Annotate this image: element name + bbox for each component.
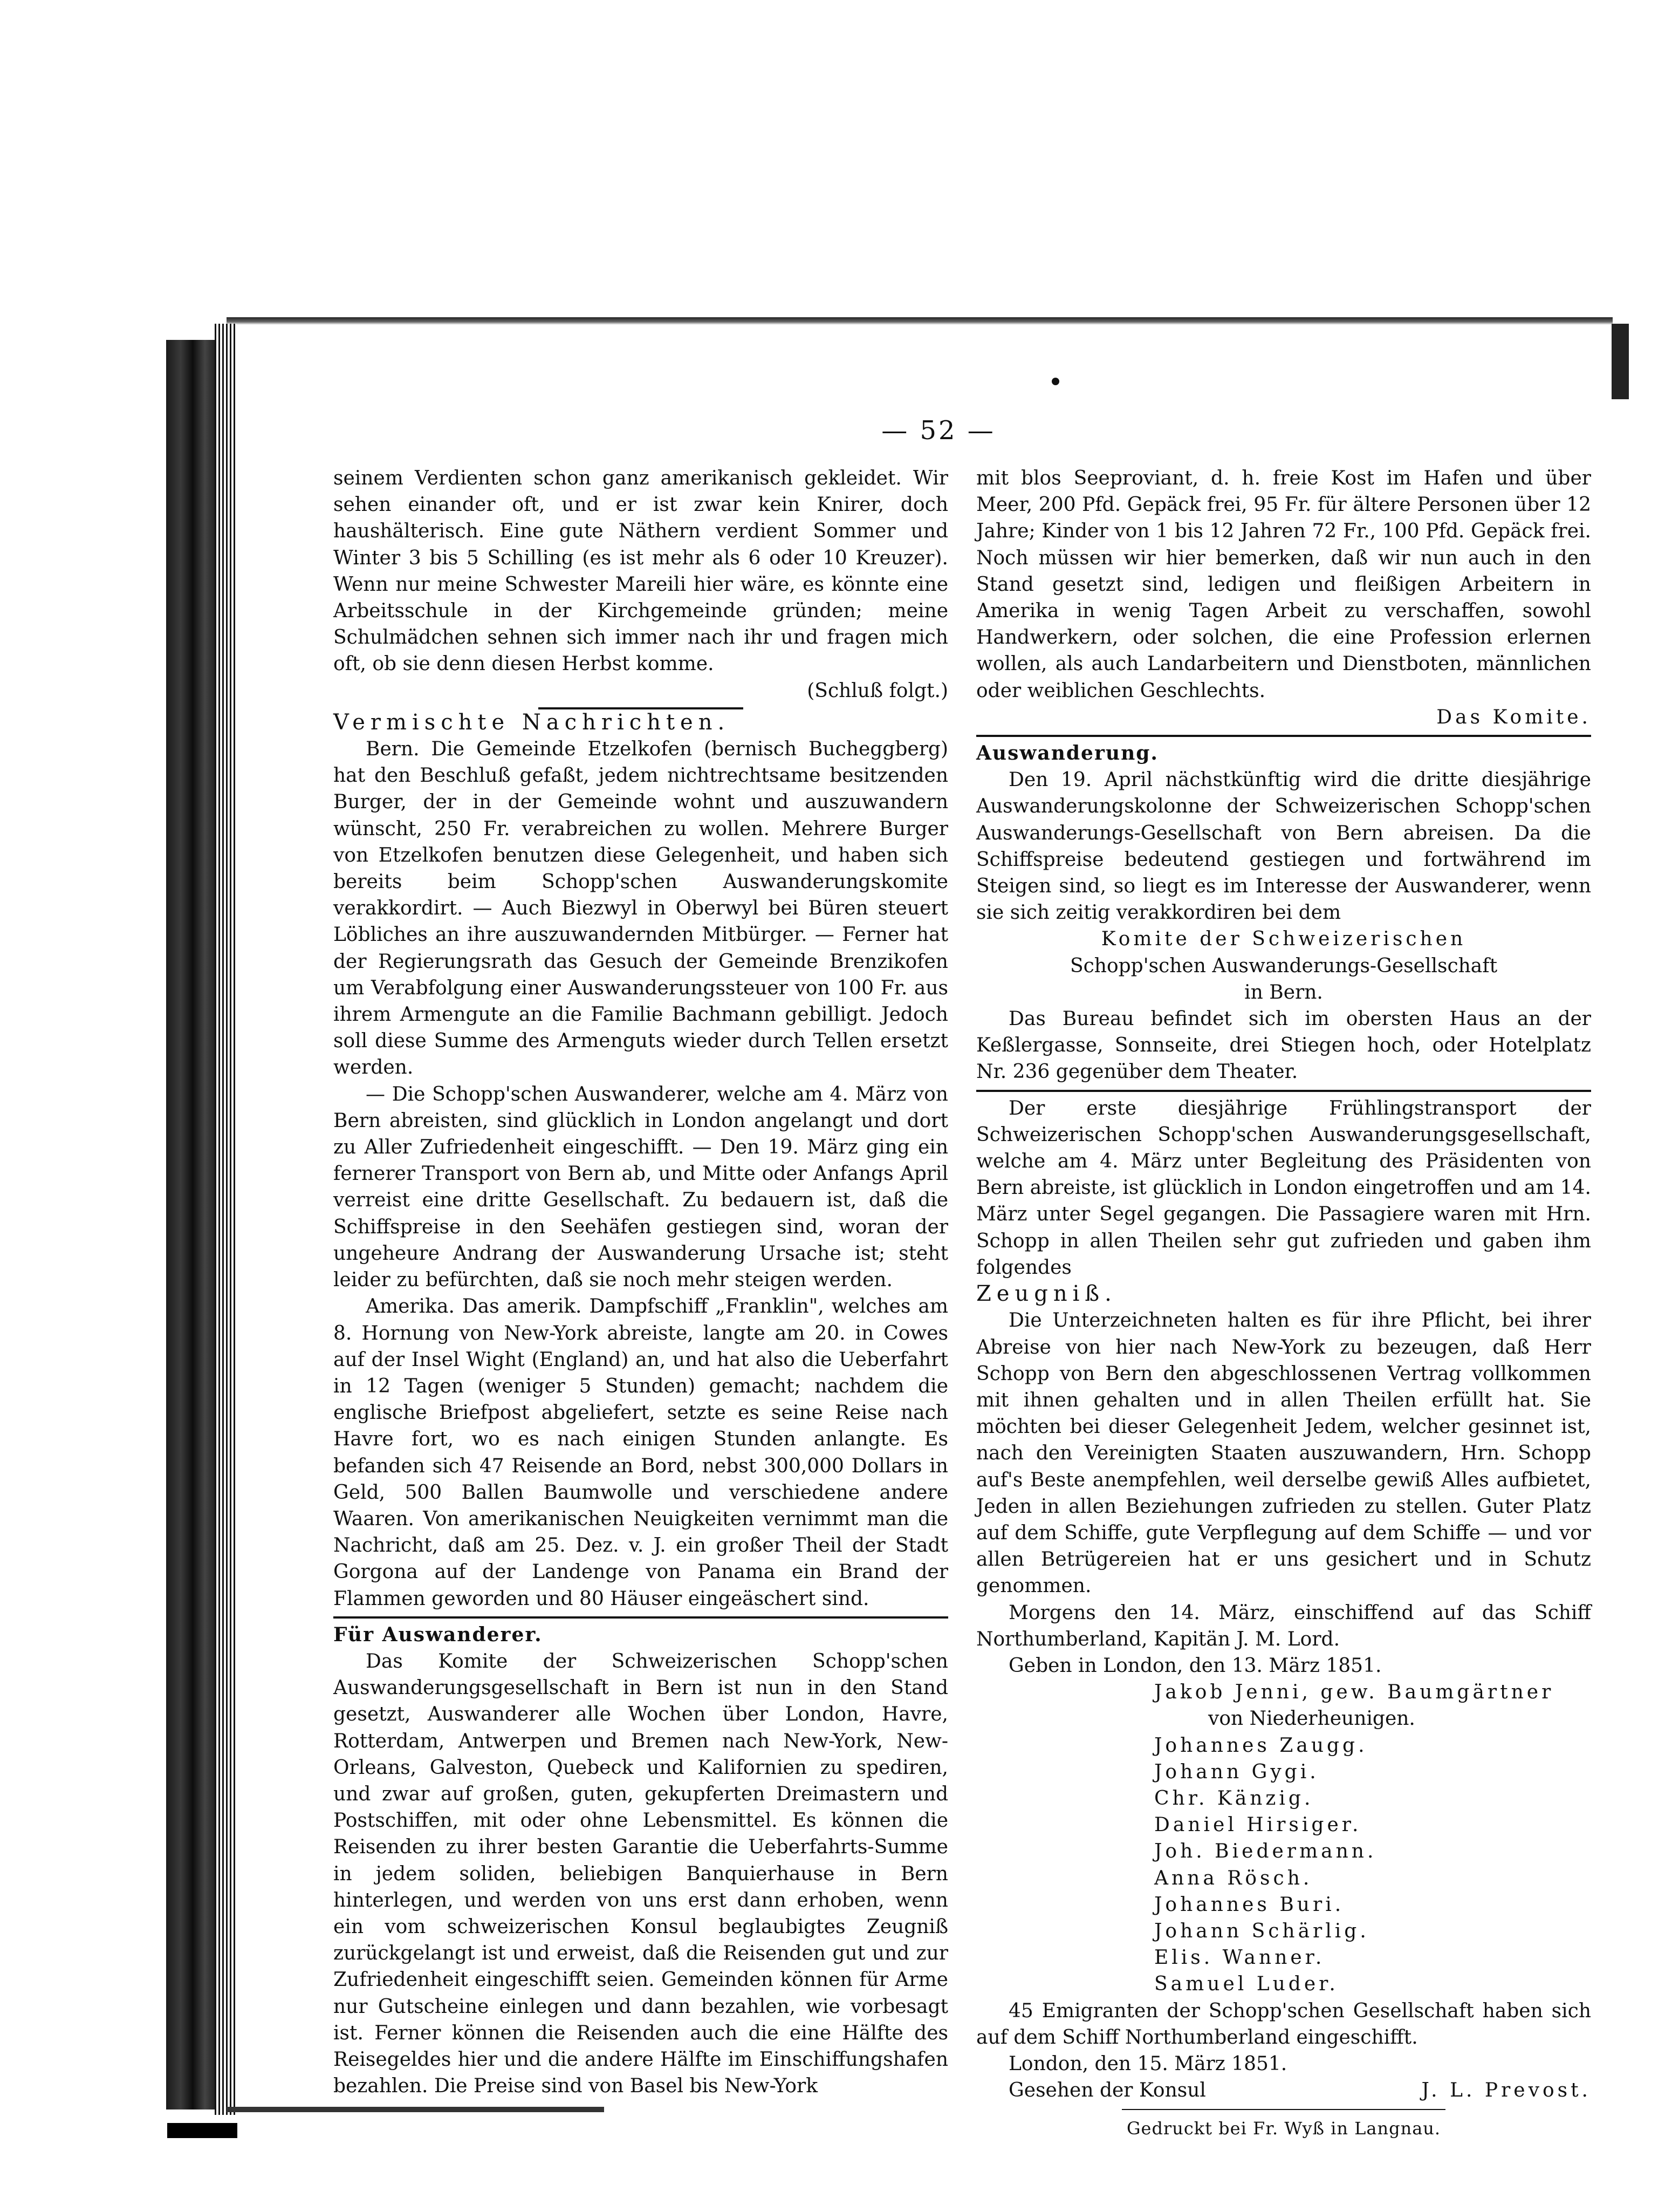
news-amerika: Amerika. Das amerik. Dampfschiff „Franklin", welches am 8. Hornung von New-York abreiste, langte am 20. in Cowes auf der Insel Wight (England) an, und hat also die Ueberfahrt in 12 Tagen (weniger 5 Stunden) gemacht; nachdem die englische Briefpost abgeliefert, setzte es seine Reise nach Havre fort, wo es nach einigen Stunden anlangte. Es befanden sich 47 Reisende an Bord, nebst 300,000 Dollars in Geld, 500 Ballen Baumwolle und verschiedene andere Waaren. Von amerikanischen Neuigkeiten vernimmt man die Nachricht, daß am 25. Dez. v. J. ein großer Theil der Stadt Gorgona auf der Landenge von Panama ein Brand der Flammen geworden und 80 Häuser eingeäschert sind. [333, 1295, 948, 1610]
section-rule [976, 735, 1591, 737]
komite-line-1: Komite der Schweizerischen [1101, 928, 1467, 951]
signatory: Johann Schärlig. [1154, 1920, 1369, 1942]
signatory: Johann Gygi. [1154, 1760, 1319, 1783]
konsul-label: Gesehen der Konsul [1009, 2079, 1206, 2102]
section-rule [333, 1616, 948, 1619]
signatory: Daniel Hirsiger. [1154, 1814, 1362, 1836]
signatory: Chr. Känzig. [1154, 1787, 1314, 1810]
right-column [976, 465, 1591, 2142]
page-top-edge [227, 317, 1613, 325]
signatory: Anna Rösch. [1154, 1867, 1313, 1889]
zeugnis-place: Morgens den 14. März, einschiffend auf das Schiff Northumberland, Kapitän J. M. Lord. [976, 1601, 1591, 1650]
signatory: Elis. Wanner. [1154, 1947, 1325, 1969]
page-bottom-edge [227, 2107, 604, 2112]
page-number: — 52 — [881, 415, 996, 446]
zeugnis-heading: Zeugniß. [976, 1281, 1117, 1307]
news-bern: Bern. Die Gemeinde Etzelkofen (bernisch Bucheggberg) hat den Beschluß gefaßt, jedem nichtrechtsame besitzenden Burger, der in der Gemeinde wohnt und auszuwandern wünscht, 250 Fr. verabreichen zu wollen. Mehrere Burger von Etzelkofen benutzen diese Gelegenheit, und haben sich bereits beim Schopp'schen Auswanderungskomite verakkordirt. — Auch Biezwyl in Oberwyl bei Büren steuert Löbliches an ihre auszuwandernden Mitbürger. — Ferner hat der Regierungsrath das Gesuch der Gemeinde Brenzikofen um Verabfolgung einer Auswanderungssteuer von 100 Fr. aus ihrem Armengute an die Familie Bachmann gebilligt. Jedoch soll diese Summe des Armenguts wieder durch Tellen ersetzt werden. [333, 738, 948, 1079]
emigranten-note: 45 Emigranten der Schopp'schen Gesellschaft haben sich auf dem Schiff Northumberland eingeschifft. [976, 1999, 1591, 2049]
section-rule [976, 1090, 1591, 1092]
komite-signature: Das Komite. [1436, 706, 1591, 728]
printer-imprint: Gedruckt bei Fr. Wyß in Langnau. [1126, 2118, 1441, 2139]
signatory: Jakob Jenni, gew. Baumgärtner [1154, 1681, 1554, 1704]
fuer-auswanderer-heading: Für Auswanderer. [333, 1623, 543, 1646]
london-date: London, den 15. März 1851. [1009, 2052, 1287, 2075]
ink-dot [1052, 378, 1059, 385]
signatory: von Niederheunigen. [1208, 1708, 1415, 1730]
signatory: Johannes Zaugg. [1154, 1734, 1368, 1757]
continuation-note: (Schluß folgt.) [807, 679, 948, 702]
konsul-name: J. L. Prevost. [1421, 2079, 1591, 2102]
auswanderung-heading: Auswanderung. [976, 742, 1159, 765]
zeugnis-given: Geben in London, den 13. März 1851. [1009, 1654, 1382, 1677]
komite-line-3: in Bern. [1244, 981, 1323, 1003]
signatory: Johannes Buri. [1154, 1893, 1345, 1916]
fruehlingstransport-text: Der erste diesjährige Frühlingstransport der Schweizerischen Schopp'schen Auswanderungsgesellschaft, welche am 4. März unter Begleitung des Präsidenten von Bern abreiste, ist glücklich in London eingetroffen und am 14. März unter Segel gegangen. Die Passagiere waren mit Hrn. Schopp in allen Theilen sehr gut zufrieden und gaben ihm folgendes [976, 1097, 1591, 1279]
signatory: Samuel Luder. [1154, 1973, 1339, 1996]
letter-ending: seinem Verdienten schon ganz amerikanisch gekleidet. Wir sehen einander oft, und er ist zwar kein Knirer, doch haushälterisch. Eine gute Näthern verdient Sommer und Winter 3 bis 5 Schilling (es ist mehr als 6 oder 10 Kreuzer). Wenn nur meine Schwester Mareili hier wäre, es könnte eine Arbeitsschule in der Kirchgemeinde gründen; meine Schulmädchen sehnen sich immer nach ihr und fragen mich oft, ob sie denn diesen Herbst komme. [333, 467, 948, 675]
fuer-auswanderer-text: Das Komite der Schweizerischen Schopp'schen Auswanderungsgesellschaft in Bern ist nun in den Stand gesetzt, Auswanderer alle Wochen über London, Havre, Rotterdam, Antwerpen und Bremen nach New-York, New-Orleans, Galveston, Quebeck und Kalifornien zu spediren, und zwar auf großen, guten, gekupferten Dreimastern und Postschiffen, mit oder ohne Lebensmittel. Es können die Reisenden zu ihrer besten Garantie die Ueberfahrts-Summe in jedem soliden, beliebigen Banquierhause in Bern hinterlegen, und werden von uns erst dann erhoben, wenn ein vom schweizerischen Konsul beglaubigtes Zeugniß zurückgelangt ist und erweist, daß die Reisenden gut und zur Zufriedenheit eingeschifft seien. Gemeinden können für Arme nur Gutscheine einlegen und dann bezahlen, wie vorbesagt ist. Ferner können die Reisenden auch die eine Hälfte des Reisegeldes hier und die andere Hälfte im Einschiffungshafen bezahlen. Die Preise sind von Basel bis New-York [333, 1650, 948, 2098]
signatory-list [976, 1679, 1591, 1997]
komite-line-2: Schopp'schen Auswanderungs-Gesellschaft [1070, 954, 1498, 977]
news-auswanderer: — Die Schopp'schen Auswanderer, welche am 4. März von Bern abreisten, sind glücklich in London angelangt und dort zu Aller Zufriedenheit eingeschifft. — Den 19. März ging ein fernerer Transport von Bern ab, und Mitte oder Anfangs April verreist eine dritte Gesellschaft. Zu bedauern ist, daß die Schiffspreise in den Seehäfen gestiegen sind, woran der ungeheure Andrang der Auswanderung Ursache ist; steht leider zu befürchten, daß sie noch mehr steigen werden. [333, 1083, 948, 1292]
footer-rule [1122, 2109, 1445, 2110]
left-column [333, 465, 948, 2099]
book-spine [166, 340, 215, 2109]
zeugnis-text: Die Unterzeichneten halten es für ihre Pflicht, bei ihrer Abreise von hier nach New-York zu bezeugen, daß Herr Schopp von Bern den abgeschlossenen Vertrag vollkommen mit ihnen gehalten und in allen Theilen erfüllt hat. Sie möchten bei dieser Gelegenheit Jedem, welcher gesinnet ist, nach den Vereinigten Staaten auszuwandern, Hrn. Schopp auf's Beste anempfehlen, weil derselbe gewiß Alles aufbietet, Jeden in allen Beziehungen zufrieden zu stellen. Guter Platz auf dem Schiffe, gute Verpflegung auf dem Schiffe — und vor allen Betrügereien hat er uns gesichert und in Schutz genommen. [976, 1309, 1591, 1597]
vermischte-heading: Vermischte Nachrichten. [333, 709, 730, 735]
scan-corner-mark [167, 2123, 237, 2138]
page-right-edge [1612, 324, 1629, 399]
konsul-line [976, 2077, 1591, 2104]
auswanderung-text: Den 19. April nächstkünftig wird die dritte diesjährige Auswanderungskolonne der Schweizerischen Schopp'schen Auswanderungs-Gesellschaft von Bern abreisen. Da die Schiffspreise bedeutend gestiegen und fortwährend im Steigen sind, so liegt es im Interesse der Auswanderer, wenn sie sich zeitig verakkordiren bei dem [976, 769, 1591, 924]
page-stack-edge [215, 324, 236, 2115]
fuer-auswanderer-continued: mit blos Seeproviant, d. h. freie Kost im Hafen und über Meer, 200 Pfd. Gepäck frei, 95 Fr. für ältere Personen über 12 Jahre; Kinder von 1 bis 12 Jahren 72 Fr., 100 Pfd. Gepäck frei. Noch müssen wir hier bemerken, daß wir nun auch in den Stand gesetzt sind, ledigen und fleißigen Arbeitern in Amerika in wenig Tagen Arbeit zu verschaffen, sowohl Handwerkern, oder solchen, die eine Profession erlernen wollen, als auch Landarbeitern und Dienstboten, männlichen oder weiblichen Geschlechts. [976, 467, 1591, 702]
signatory: Joh. Biedermann. [1154, 1840, 1377, 1863]
bureau-address: Das Bureau befindet sich im obersten Haus an der Keßlergasse, Sonnseite, drei Stiegen hoch, oder Hotelplatz Nr. 236 gegenüber dem Theater. [976, 1008, 1591, 1083]
